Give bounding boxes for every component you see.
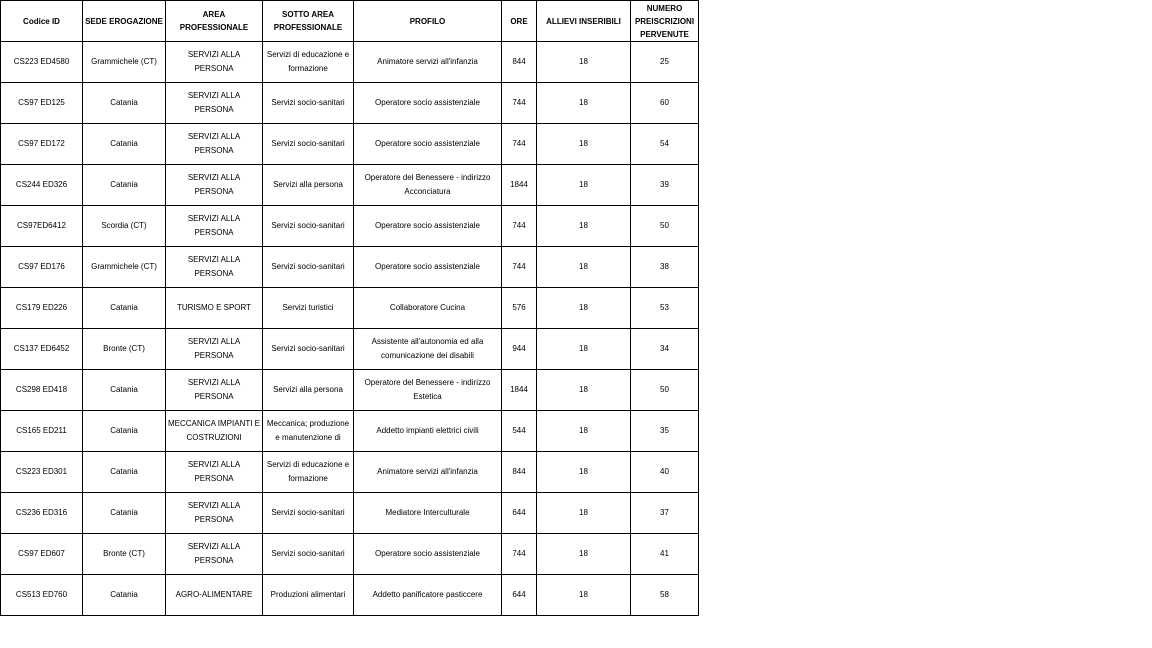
cell-area: SERVIZI ALLA PERSONA [166,124,263,165]
cell-profilo: Animatore servizi all'infanzia [354,452,502,493]
cell-ore: 944 [502,329,537,370]
cell-allievi: 18 [537,575,631,616]
cell-preiscrizioni: 34 [631,329,699,370]
header-sotto-area-professionale: SOTTO AREA PROFESSIONALE [263,1,354,42]
cell-ore: 744 [502,206,537,247]
cell-area: SERVIZI ALLA PERSONA [166,165,263,206]
cell-sede: Catania [83,411,166,452]
cell-codice-id: CS223 ED4580 [1,42,83,83]
cell-profilo: Animatore servizi all'infanzia [354,42,502,83]
cell-allievi: 18 [537,288,631,329]
cell-ore: 844 [502,452,537,493]
table-row [1,534,699,575]
cell-profilo: Operatore socio assistenziale [354,124,502,165]
cell-sotto-area: Servizi socio-sanitari [263,206,354,247]
cell-sede: Catania [83,124,166,165]
cell-codice-id: CS165 ED211 [1,411,83,452]
cell-preiscrizioni: 50 [631,370,699,411]
cell-sotto-area: Servizi socio-sanitari [263,124,354,165]
cell-area: SERVIZI ALLA PERSONA [166,42,263,83]
cell-profilo: Addetto impianti elettrici civili [354,411,502,452]
header-sede-erogazione: SEDE EROGAZIONE [83,1,166,42]
table-row [1,124,699,165]
cell-allievi: 18 [537,329,631,370]
cell-area: AGRO-ALIMENTARE [166,575,263,616]
cell-preiscrizioni: 38 [631,247,699,288]
cell-sede: Bronte (CT) [83,329,166,370]
cell-sotto-area: Servizi di educazione e formazione [263,42,354,83]
cell-area: SERVIZI ALLA PERSONA [166,370,263,411]
cell-allievi: 18 [537,534,631,575]
cell-sotto-area: Servizi socio-sanitari [263,83,354,124]
table-row [1,575,699,616]
cell-ore: 844 [502,42,537,83]
header-codice-id: Codice ID [1,1,83,42]
cell-sede: Catania [83,575,166,616]
cell-preiscrizioni: 41 [631,534,699,575]
cell-area: SERVIZI ALLA PERSONA [166,83,263,124]
cell-profilo: Addetto panificatore pasticcere [354,575,502,616]
cell-ore: 744 [502,247,537,288]
cell-preiscrizioni: 60 [631,83,699,124]
cell-codice-id: CS97 ED607 [1,534,83,575]
cell-profilo: Operatore socio assistenziale [354,534,502,575]
cell-preiscrizioni: 25 [631,42,699,83]
cell-sotto-area: Servizi alla persona [263,165,354,206]
table-row [1,206,699,247]
cell-preiscrizioni: 39 [631,165,699,206]
cell-ore: 644 [502,493,537,534]
cell-sede: Catania [83,493,166,534]
cell-preiscrizioni: 35 [631,411,699,452]
cell-area: MECCANICA IMPIANTI E COSTRUZIONI [166,411,263,452]
cell-profilo: Operatore socio assistenziale [354,206,502,247]
cell-sotto-area: Servizi socio-sanitari [263,534,354,575]
table-row [1,42,699,83]
cell-ore: 644 [502,575,537,616]
cell-sede: Catania [83,83,166,124]
cell-codice-id: CS97 ED125 [1,83,83,124]
cell-allievi: 18 [537,493,631,534]
cell-sede: Bronte (CT) [83,534,166,575]
table-row [1,370,699,411]
cell-area: SERVIZI ALLA PERSONA [166,206,263,247]
cell-preiscrizioni: 50 [631,206,699,247]
cell-profilo: Collaboratore Cucina [354,288,502,329]
header-area-professionale: AREA PROFESSIONALE [166,1,263,42]
cell-sede: Grammichele (CT) [83,247,166,288]
cell-profilo: Operatore socio assistenziale [354,83,502,124]
cell-allievi: 18 [537,452,631,493]
table-row [1,452,699,493]
cell-ore: 544 [502,411,537,452]
cell-area: SERVIZI ALLA PERSONA [166,534,263,575]
table-row [1,83,699,124]
cell-codice-id: CS179 ED226 [1,288,83,329]
header-profilo: PROFILO [354,1,502,42]
cell-ore: 744 [502,124,537,165]
table-body [1,42,699,616]
cell-allievi: 18 [537,165,631,206]
cell-allievi: 18 [537,370,631,411]
cell-ore: 1844 [502,165,537,206]
header-allievi-inseribili: ALLIEVI INSERIBILI [537,1,631,42]
cell-preiscrizioni: 40 [631,452,699,493]
cell-sotto-area: Servizi turistici [263,288,354,329]
cell-profilo: Operatore del Benessere - indirizzo Estetica [354,370,502,411]
cell-codice-id: CS137 ED6452 [1,329,83,370]
header-ore: ORE [502,1,537,42]
cell-profilo: Mediatore Interculturale [354,493,502,534]
cell-sede: Catania [83,288,166,329]
cell-preiscrizioni: 58 [631,575,699,616]
table-row [1,288,699,329]
cell-preiscrizioni: 37 [631,493,699,534]
cell-ore: 1844 [502,370,537,411]
cell-sotto-area: Servizi socio-sanitari [263,247,354,288]
header-row [1,1,699,42]
cell-sotto-area: Meccanica; produzione e manutenzione di [263,411,354,452]
cell-codice-id: CS97 ED176 [1,247,83,288]
cell-area: SERVIZI ALLA PERSONA [166,452,263,493]
cell-sotto-area: Servizi alla persona [263,370,354,411]
cell-allievi: 18 [537,206,631,247]
cell-allievi: 18 [537,247,631,288]
table-row [1,329,699,370]
cell-codice-id: CS298 ED418 [1,370,83,411]
cell-ore: 744 [502,534,537,575]
table-row [1,411,699,452]
cell-area: SERVIZI ALLA PERSONA [166,329,263,370]
cell-ore: 744 [502,83,537,124]
cell-preiscrizioni: 54 [631,124,699,165]
cell-profilo: Assistente all'autonomia ed alla comunicazione dei disabili [354,329,502,370]
cell-codice-id: CS97 ED172 [1,124,83,165]
cell-sede: Scordia (CT) [83,206,166,247]
cell-allievi: 18 [537,42,631,83]
cell-codice-id: CS244 ED326 [1,165,83,206]
cell-sede: Catania [83,165,166,206]
table-row [1,493,699,534]
cell-sede: Catania [83,370,166,411]
cell-codice-id: CS97ED6412 [1,206,83,247]
cell-codice-id: CS513 ED760 [1,575,83,616]
cell-profilo: Operatore socio assistenziale [354,247,502,288]
cell-allievi: 18 [537,83,631,124]
cell-allievi: 18 [537,411,631,452]
cell-codice-id: CS236 ED316 [1,493,83,534]
cell-area: TURISMO E SPORT [166,288,263,329]
cell-profilo: Operatore del Benessere - indirizzo Acconciatura [354,165,502,206]
table-row [1,247,699,288]
cell-sotto-area: Servizi di educazione e formazione [263,452,354,493]
cell-sotto-area: Servizi socio-sanitari [263,493,354,534]
cell-area: SERVIZI ALLA PERSONA [166,493,263,534]
cell-sotto-area: Produzioni alimentari [263,575,354,616]
cell-area: SERVIZI ALLA PERSONA [166,247,263,288]
table-row [1,165,699,206]
cell-sotto-area: Servizi socio-sanitari [263,329,354,370]
cell-ore: 576 [502,288,537,329]
header-numero-preiscrizioni: NUMERO PREISCRIZIONI PERVENUTE [631,1,699,42]
cell-preiscrizioni: 53 [631,288,699,329]
cell-sede: Catania [83,452,166,493]
cell-codice-id: CS223 ED301 [1,452,83,493]
cell-allievi: 18 [537,124,631,165]
cell-sede: Grammichele (CT) [83,42,166,83]
